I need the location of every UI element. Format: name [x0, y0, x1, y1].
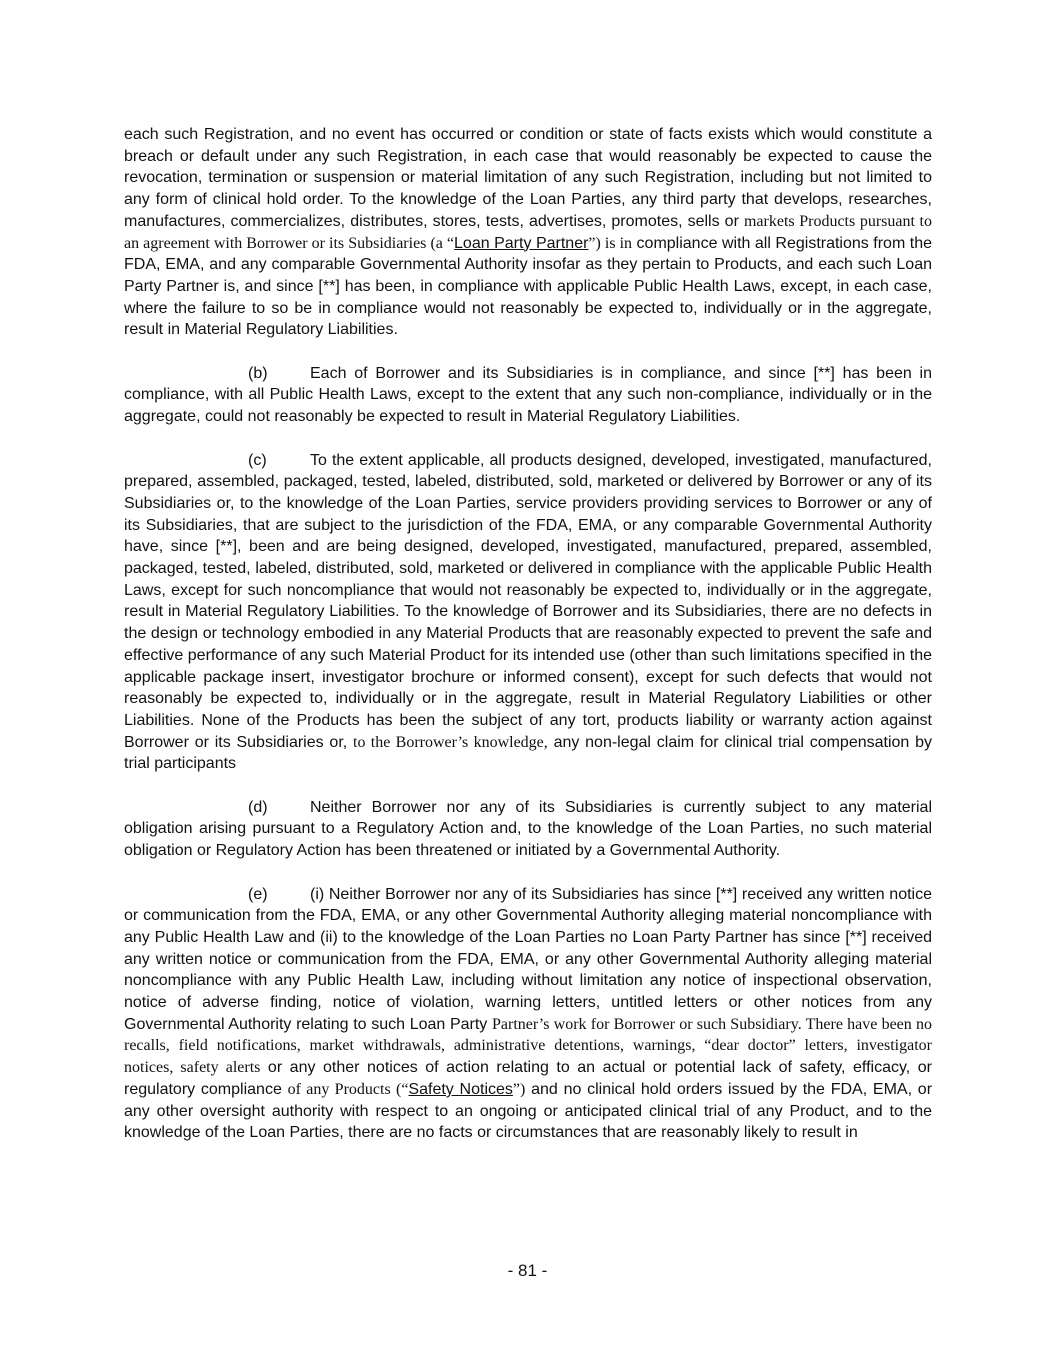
paragraph-label: (b): [248, 364, 268, 382]
paragraph-text: (i) Neither Borrower nor any of its Subsidiaries has since [**] received any written notice or communication from the FDA, EMA, or any other Governmental Authority alleging material noncompliance with any Public Health Law and (ii) to the knowledge of the Loan Parties no Loan Party Partner has since [**] received any written notice or communication from the FDA, EMA, or any other Governmental Authority alleging material noncompliance with any Public Health Law, including without limitation any notice of inspectional observation, notice of adverse finding, notice of violation, warning letters, untitled letters or other notices from any Governmental Authority relating to such Loan Party: [124, 885, 932, 1033]
document-body: [124, 124, 932, 1166]
paragraph-c: [124, 450, 932, 776]
paragraph-label: (c): [248, 451, 267, 469]
paragraph-continuation: [124, 124, 932, 341]
paragraph-text: To the extent applicable, all products designed, developed, investigated, manufactured, prepared, assembled, packaged, tested, labeled, distributed, sold, marketed or delivered by Borrower or any of its Subsidiaries or, to the knowledge of the Loan Parties, service providers providing services to Borrower or any of its Subsidiaries, that are subject to the jurisdiction of the FDA, EMA, or any comparable Governmental Authority have, since [**], been and are being designed, developed, investigated, manufactured, prepared, assembled, packaged, tested, labeled, distributed, sold, marketed or delivered in compliance with the applicable Public Health Laws, except for such noncompliance that would not reasonably be expected to, individually or in the aggregate, result in Material Regulatory Liabilities. To the knowledge of Borrower and its Subsidiaries, there are no defects in the design or technology embodied in any Material Products that are reasonably expected to prevent the safe and effective performance of any such Material Product for its intended use (other than such limitations specified in the applicable package insert, investigator brochure or informed consent), except for such defects that would not reasonably be expected to, individually or in the aggregate, result in Material Regulatory Liabilities or other Liabilities. None of the Products has been the subject of any tort, products liability or warranty action against Borrower or its Subsidiaries or,: [124, 451, 932, 751]
defined-term: Safety Notices: [408, 1080, 513, 1098]
paragraph-text: of any Products (“: [287, 1080, 409, 1098]
paragraph-text: ”): [512, 1080, 526, 1098]
paragraph-text: or any other notices of action relating to an actual or potential lack of safety, efficacy, or regulatory compliance: [124, 1059, 933, 1098]
paragraph-d: [124, 797, 932, 862]
page-number: - 81 -: [507, 1261, 548, 1280]
paragraph-e: [124, 884, 932, 1144]
paragraph-text: compliance with all Registrations from the FDA, EMA, and any comparable Governmental Authority insofar as they pertain to Products, and each such Loan Party Partner is, and since [**] has been, in compliance with applicable Public Health Laws, except, in each case, where the failure to so be in compliance would not reasonably be expected to, individually or in the aggregate, result in Material Regulatory Liabilities.: [124, 234, 933, 339]
paragraph-label: (e): [248, 885, 268, 903]
paragraph-text: to the Borrower’s knowledge,: [353, 733, 548, 751]
paragraph-text: Partner’s work for Borrower or such Subsidiary. There have been no recalls, field notifications, market withdrawals, administrative detentions, warnings, “dear doctor” letters, investigator notices, safety alerts: [124, 1015, 933, 1077]
paragraph-text: Neither Borrower nor any of its Subsidiaries is currently subject to any material obligation arising pursuant to a Regulatory Action and, to the knowledge of the Loan Parties, no such material obligation or Regulatory Action has been threatened or initiated by a Governmental Authority.: [124, 798, 932, 860]
paragraph-text: markets Products pursuant to an agreement with Borrower or its Subsidiaries (a “: [124, 212, 933, 252]
paragraph-text: any non-legal claim for clinical trial compensation by trial participants: [124, 733, 932, 773]
paragraph-text: and no clinical hold orders issued by the FDA, EMA, or any other oversight authority with respect to an ongoing or anticipated clinical trial of any Product, and to the knowledge of the Loan Parties, there are no facts or circumstances that are reasonably likely to result in: [124, 1080, 933, 1142]
paragraph-text: Each of Borrower and its Subsidiaries is in compliance, and since [**] has been in compliance, with all Public Health Laws, except to the extent that any such non-compliance, individually or in the aggregate, could not reasonably be expected to result in Material Regulatory Liabilities.: [124, 364, 932, 426]
paragraph-text: ”) is in: [588, 234, 633, 252]
paragraph-text: each such Registration, and no event has occurred or condition or state of facts exists which would constitute a breach or default under any such Registration, in each case that would reasonably be expected to cause the revocation, termination or suspension or material limitation of any such Registration, including but not limited to any form of clinical hold order. To the knowledge of the Loan Parties, any third party that develops, researches, manufactures, commercializes, distributes, stores, tests, advertises, promotes, sells or: [124, 126, 932, 230]
paragraph-b: [124, 363, 932, 428]
paragraph-label: (d): [248, 798, 268, 816]
defined-term: Loan Party Partner: [454, 234, 589, 252]
